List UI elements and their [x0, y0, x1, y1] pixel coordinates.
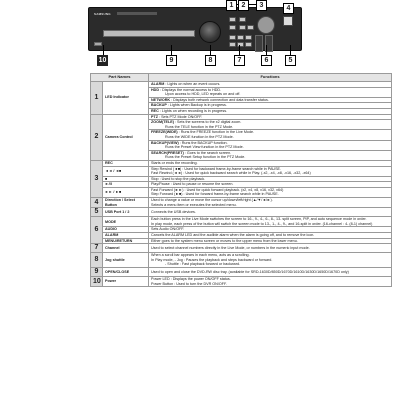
- part-name: Direction / Select Button: [103, 198, 149, 208]
- callout-leader: [290, 45, 291, 55]
- power-button-graphic: [94, 42, 102, 46]
- sub-part-name: AUDIO: [103, 227, 149, 233]
- callout-1: 1: [226, 0, 237, 11]
- callout-10: 10: [98, 57, 107, 64]
- function-text: Play/Pause : Used to pause or resume the screen.: [149, 182, 392, 188]
- callout-9: 9: [166, 55, 177, 66]
- callout-leader: [239, 45, 240, 55]
- channel-button-graphic: [229, 35, 236, 40]
- part-name: Jog shuttle: [103, 253, 149, 268]
- zoom-button-graphic: [239, 17, 246, 22]
- function-text: Each button press in the Live Mode switches the screen to 16-, 9-, 4-, 6-, 8-, 13- split screen, PIP, and auto sequence mode in order. In play mode, each press of the button will switch the screen mode to 13-, 1-, 4-, 9-, and 16-split in order. (16-channel : 4- (8-1) channel): [149, 217, 392, 227]
- channel-button-graphic: [237, 35, 244, 40]
- callout-7: 7: [234, 55, 245, 66]
- callout-4: 4: [283, 3, 294, 14]
- direction-pad-graphic: [257, 16, 275, 34]
- function-text: ZOOM(TELE) : Sets the screens to the x2 digital zoom. Runs the TELE function in the PTZ Mode.: [149, 120, 392, 130]
- table-row: [91, 268, 392, 277]
- ptz-button-graphic: [229, 17, 236, 22]
- row-number: 1: [91, 82, 103, 115]
- function-text: Fast Forward (►►) : Used for quick forward playback. (x2, x4, x8, x16, x32, x64) Step Forward (►■) : Used for forward frame-by-frame search while in PAUSE.: [149, 187, 392, 197]
- table-row: [91, 277, 392, 287]
- search-button-graphic: [247, 25, 254, 30]
- function-text: Used to change a value or move the cursor up/down/left/right (▲/▼/◄/►). Selects a menu item or executes the selected menu.: [149, 198, 392, 208]
- part-name: Channel: [103, 244, 149, 253]
- row-number: 6: [91, 217, 103, 244]
- channel-button-graphic: [245, 42, 252, 47]
- function-text: Used to select channel numbers directly in the Live Mode, or numbers in the numeric input mode.: [149, 244, 392, 253]
- function-text: Used to open and close the DVD-RW disc tray. (available for SRD-1630D/850D/1670D/1610D/1630D/1650D/1670D only): [149, 268, 392, 277]
- table-row: [91, 217, 392, 227]
- function-text: Cancels the ALARM LED and the audible alarm when the alarm is going off, and to remove the icon.: [149, 233, 392, 239]
- part-name: USB Port 1 / 2: [103, 208, 149, 217]
- dvd-tray: [103, 30, 195, 37]
- sub-part-name: MENU/RETURN: [103, 238, 149, 244]
- table-row: [91, 208, 392, 217]
- row-number: 2: [91, 114, 103, 160]
- row-number: 4: [91, 198, 103, 208]
- mode-buttons-graphic: [255, 35, 263, 52]
- part-name: LED Indicator: [103, 82, 149, 115]
- table-row: [91, 166, 392, 176]
- callout-leader: [210, 45, 211, 55]
- brand-logo: SAMSUNG: [94, 12, 111, 16]
- usb-port-graphic: [283, 16, 293, 26]
- function-text: NETWORK : Displays both network connection and data transfer status.: [149, 97, 392, 103]
- header-part-names: Part Names: [91, 74, 149, 82]
- sub-part-name: MODE: [103, 217, 149, 227]
- row-number: 5: [91, 208, 103, 217]
- part-name: Power: [103, 277, 149, 287]
- function-text: ALARM : Lights on when an event occurs.: [149, 82, 392, 88]
- function-text: Starts or ends the recording.: [149, 160, 392, 166]
- row-number: 7: [91, 244, 103, 253]
- row-number: 3: [91, 160, 103, 197]
- part-name: Camera Control: [103, 114, 149, 160]
- part-name: OPEN/CLOSE: [103, 268, 149, 277]
- row-number: 8: [91, 253, 103, 268]
- row-number: 10: [91, 277, 103, 287]
- callout-2: 2: [238, 0, 249, 11]
- function-text: Either goes to the system menu screen or moves to the upper menu from the lower menu.: [149, 238, 392, 244]
- sub-part-name: ALARM: [103, 233, 149, 239]
- callout-leader: [103, 45, 104, 55]
- function-text: SEARCH(PRESET) : Goes to the search screen. Runs the Preset Setup function in the PTZ Mode.: [149, 150, 392, 160]
- functions-table: [90, 73, 392, 287]
- table-row: [91, 198, 392, 208]
- channel-button-graphic: [245, 35, 252, 40]
- dvr-front-panel: [88, 7, 302, 51]
- led-indicator-strip: [117, 12, 157, 15]
- callout-leader: [171, 45, 172, 55]
- function-text: Step Rewind (◄■) : Used for backward frame-by-frame search while in PAUSE. Fast Rewind (◄◄) : Used for quick backward search while in Play. (-x2, -x4, -x8, -x16, -x32, -x64): [149, 166, 392, 176]
- function-text: BACKUP : Lights when Backup is in progress.: [149, 103, 392, 109]
- channel-button-graphic: [229, 42, 236, 47]
- sub-part-name: ►/II: [103, 182, 149, 188]
- callout-leader: [266, 45, 267, 55]
- table-row: [91, 253, 392, 268]
- callout-3: 3: [256, 0, 267, 11]
- callout-8: 8: [205, 55, 216, 66]
- callout-6: 6: [261, 55, 272, 66]
- function-text: HDD : Displays the normal access to HDD. Upon access to HDD, LED repeats on and off.: [149, 87, 392, 97]
- function-text: Power LED : Displays the power ON/OFF status. Power Button : Used to turn the DVR ON/OFF.: [149, 277, 392, 287]
- sub-part-name: ►► / ►■: [103, 187, 149, 197]
- sub-part-name: REC: [103, 160, 149, 166]
- function-text: FREEZE(WIDE) : Runs the FREEZE function in the Live Mode. Runs the WIDE function in the PTZ Mode.: [149, 130, 392, 140]
- function-text: REC : Lights on when recording is in progress.: [149, 108, 392, 114]
- header-functions: Functions: [149, 74, 392, 82]
- function-text: PTZ : Sets PTZ Mode ON/OFF.: [149, 114, 392, 120]
- table-header-row: [91, 74, 392, 82]
- function-text: Connects the USB devices.: [149, 208, 392, 217]
- function-text: When a scroll bar appears in each menu, acts as a scrolling. In Play mode, - Jog : Pauses the playback and steps backward or forward. - Shuttle : Fast playback forward or backward.: [149, 253, 392, 268]
- row-number: 9: [91, 268, 103, 277]
- callout-5: 5: [285, 55, 296, 66]
- function-text: Sets Audio ON/OFF.: [149, 227, 392, 233]
- backup-button-graphic: [239, 25, 246, 30]
- sub-part-name: ◄◄ / ◄■: [103, 166, 149, 176]
- table-row: [91, 187, 392, 197]
- table-row: [91, 244, 392, 253]
- freeze-button-graphic: [229, 25, 236, 30]
- function-text: BACKUP(VIEW) : Runs the BACKUP function. Runs the Preset View function in the PTZ Mode.: [149, 140, 392, 150]
- sub-part-name: ■: [103, 176, 149, 182]
- function-text: Stop : Used to stop the playback.: [149, 176, 392, 182]
- jog-shuttle-dial: [199, 21, 221, 43]
